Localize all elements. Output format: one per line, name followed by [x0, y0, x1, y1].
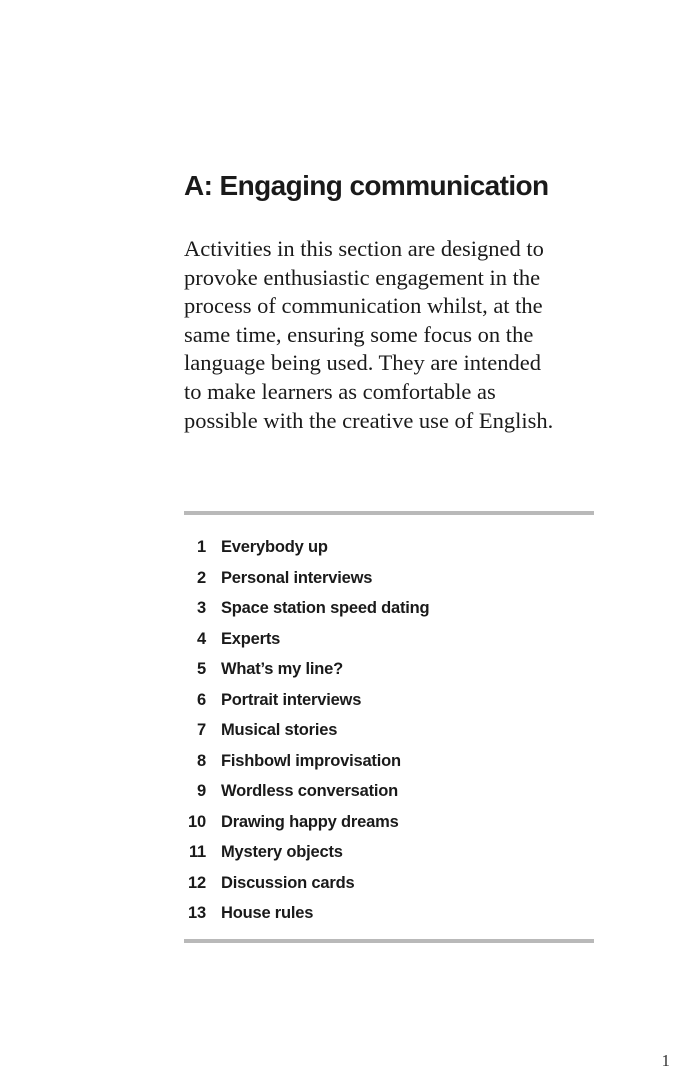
activity-item — [184, 564, 429, 595]
activity-number: 3 — [197, 599, 206, 617]
activity-number: 5 — [197, 660, 206, 678]
activity-title: Drawing happy dreams — [221, 812, 399, 831]
activity-item — [184, 899, 429, 930]
bottom-divider — [184, 939, 594, 943]
section-title: A: Engaging communication — [184, 170, 549, 201]
activity-number: 8 — [197, 751, 206, 770]
activity-number: 12 — [188, 873, 206, 892]
activity-item — [184, 808, 429, 839]
activity-title: Experts — [221, 629, 281, 648]
intro-line: process of communication whilst, at the — [184, 293, 543, 319]
intro-line: possible with the creative use of English. — [184, 407, 554, 433]
activity-title: Everybody up — [221, 538, 328, 556]
intro-line: language being used. They are intended — [184, 350, 541, 376]
page-number: 1 — [661, 1051, 670, 1070]
activity-number: 2 — [197, 568, 206, 587]
activity-item — [184, 838, 429, 869]
activity-number: 6 — [197, 690, 206, 709]
top-divider — [184, 511, 594, 515]
activity-title: Portrait interviews — [221, 690, 362, 709]
activity-list — [184, 533, 429, 930]
activity-title: Wordless conversation — [221, 782, 399, 800]
activity-number: 11 — [188, 843, 206, 861]
activity-number: 4 — [197, 629, 206, 648]
activity-item — [184, 655, 429, 686]
activity-number: 10 — [188, 812, 206, 831]
activity-item — [184, 869, 429, 900]
activity-title: Discussion cards — [221, 873, 355, 892]
intro-line: Activities in this section are designed to — [184, 236, 544, 261]
activity-item — [184, 625, 429, 656]
activity-number: 1 — [197, 538, 206, 556]
activity-title: Mystery objects — [221, 843, 343, 861]
activity-item — [184, 716, 429, 747]
activity-number: 7 — [197, 721, 206, 739]
section-intro — [184, 235, 604, 435]
intro-line: provoke enthusiastic engagement in the — [184, 264, 541, 290]
activity-number: 9 — [197, 782, 206, 800]
activity-title: Fishbowl improvisation — [221, 751, 401, 770]
activity-item — [184, 777, 429, 808]
activity-item — [184, 594, 429, 625]
activity-number: 13 — [188, 904, 206, 922]
activity-title: Personal interviews — [221, 568, 373, 587]
intro-line: same time, ensuring some focus on the — [184, 321, 534, 347]
activity-title: What’s my line? — [221, 660, 343, 678]
activity-item — [184, 533, 429, 564]
activity-item — [184, 747, 429, 778]
intro-line: to make learners as comfortable as — [184, 378, 496, 404]
activity-item — [184, 686, 429, 717]
activity-title: Space station speed dating — [221, 599, 430, 617]
activity-title: House rules — [221, 904, 314, 922]
activity-title: Musical stories — [221, 721, 338, 739]
